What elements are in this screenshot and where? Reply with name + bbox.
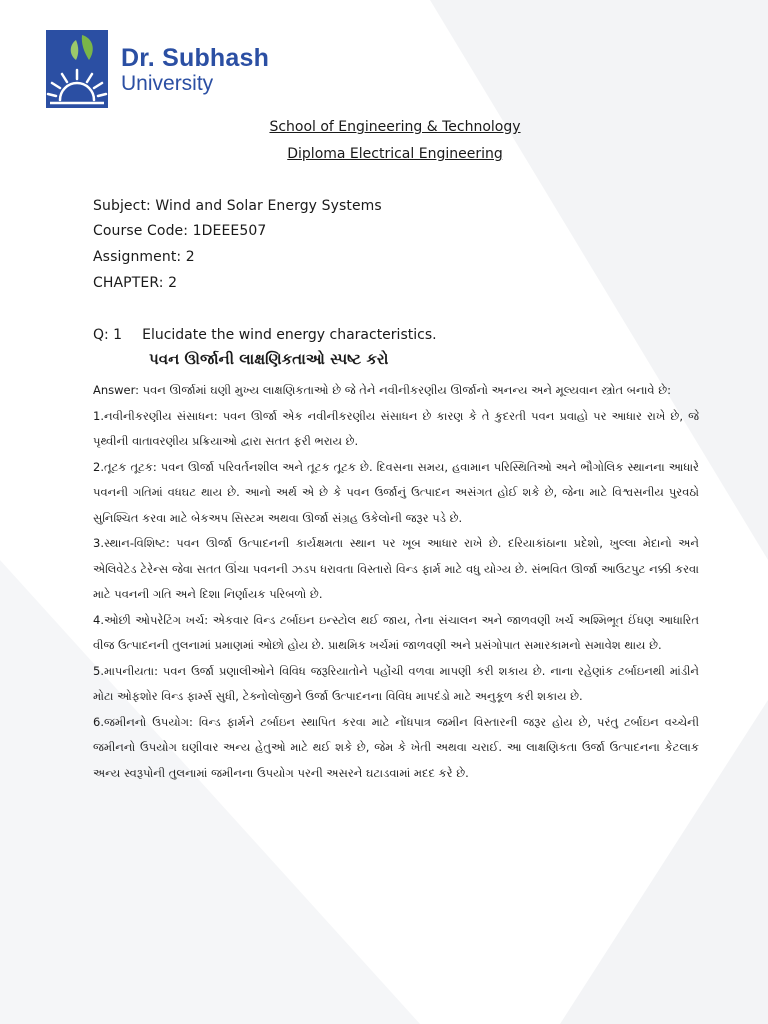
logo-subtitle: University [121,72,214,95]
question-number: Q: 1 [93,327,123,343]
answer-point-6: 6.જમીનનો ઉપયોગ: વિન્ડ ફાર્મને ટર્બાઇન સ્થાપિત કરવા માટે નોંધપાત્ર જમીન વિસ્તારની જરૂર હોય છે, પરંતુ ટર્બાઇન વચ્ચેની જમીનનો ઉપયોગ ઘણીવાર અન્ય હેતુઓ માટે થઈ શકે છે, જેમ કે ખેતી અથવા ચરાઈ. આ લાક્ષણિકતા ઉર્જા ઉત્પાદનના કેટલાક અન્ય સ્વરૂપોની તુલનામાં જમીનના ઉપયોગ પરની અસરને ઘટાડવામાં મદદ કરે છે. [93,714,699,780]
course-code-line: Course Code: 1DEEE507 [93,223,267,239]
question-text: Elucidate the wind energy characteristics. [142,327,437,343]
answer-point-2: 2.તૂટક તૂટક: પવન ઊર્જા પરિવર્તનશીલ અને તૂટક તૂટક છે. દિવસના સમય, હવામાન પરિસ્થિતિઓ અને ભૌગોલિક સ્થાનના આધારે પવનની ગતિમાં વધઘટ થાય છે. આનો અર્થ એ છે કે પવન ઉર્જાનું ઉત્પાદન અસંગત હોઈ શકે છે, જેના માટે વિશ્વસનીય પુરવઠો સુનિશ્ચિત કરવા માટે બેકઅપ સિસ્ટમ અથવા ઊર્જા સંગ્રહ ઉકેલોની જરૂર પડે છે. [93,459,699,525]
answer-point-5: 5.માપનીયતા: પવન ઉર્જા પ્રણાલીઓને વિવિધ જરૂરિયાતોને પહોંચી વળવા માપણી કરી શકાય છે. નાના રહેણાંક ટર્બાઇનથી માંડીને મોટા ઓફશોર વિન્ડ ફાર્મ્સ સુધી, ટેક્નોલોજીને ઉર્જા ઉત્પાદનના વિવિધ માપદંડો માટે અનુકૂળ કરી શકાય છે. [93,663,699,703]
school-heading: School of Engineering & Technology [269,119,521,135]
subject-line: Subject: Wind and Solar Energy Systems [93,198,382,214]
sunrise-leaf-icon [46,30,108,108]
answer-point-3: 3.સ્થાન-વિશિષ્ટ: પવન ઊર્જા ઉત્પાદનની કાર્યક્ષમતા સ્થાન પર ખૂબ આધાર રાખે છે. દરિયાકાંઠાના પ્રદેશો, ખુલ્લા મેદાનો અને એલિવેટેડ ટેરેન્સ જેવા સતત ઊંચા પવનની ઝડપ ધરાવતા વિસ્તારો વિન્ડ ફાર્મ માટે વધુ યોગ્ય છે. સંભવિત ઊર્જા આઉટપુટ નક્કી કરવા માટે પવનની ગતિ અને દિશા નિર્ણાયક પરિબળો છે. [93,536,699,601]
answer-point-1: 1.નવીનીકરણીય સંસાધન: પવન ઊર્જા એક નવીનીકરણીય સંસાધન છે કારણ કે તે કુદરતી પવન પ્રવાહો પર આધાર રાખે છે, જે પૃથ્વીની વાતાવરણીય પ્રક્રિયાઓ દ્વારા સતત ફરી ભરાય છે. [93,408,699,448]
chapter-line: CHAPTER: 2 [93,275,178,291]
question-gujarati-title: પવન ઊર્જાની લાક્ષણિકતાઓ સ્પષ્ટ કરો [149,350,389,368]
logo-name: Dr. Subhash [121,44,270,72]
answer-point-4: 4.ઓછી ઓપરેટિંગ ખર્ચ: એકવાર વિન્ડ ટર્બાઇન ઇન્સ્ટોલ થઈ જાય, તેના સંચાલન અને જાળવણી ખર્ચ અશ્મિભૂત ઈંધણ આધારિત વીજ ઉત્પાદનની તુલનામાં પ્રમાણમાં ઓછો હોય છે. પ્રાથમિક ખર્ચમાં જાળવણી અને પ્રસંગોપાત સમારકામનો સમાવેશ થાય છે. [93,612,699,652]
answer-intro: Answer: પવન ઊર્જામાં ઘણી મુખ્ય લાક્ષણિકતાઓ છે જે તેને નવીનીકરણીય ઊર્જાનો અનન્ય અને મૂલ્યવાન સ્ત્રોત બનાવે છે: [93,383,671,397]
answer-body [93,378,699,786]
assignment-line: Assignment: 2 [93,249,195,265]
question-line [93,327,437,343]
university-logo [46,30,269,108]
department-heading: Diploma Electrical Engineering [287,146,503,162]
